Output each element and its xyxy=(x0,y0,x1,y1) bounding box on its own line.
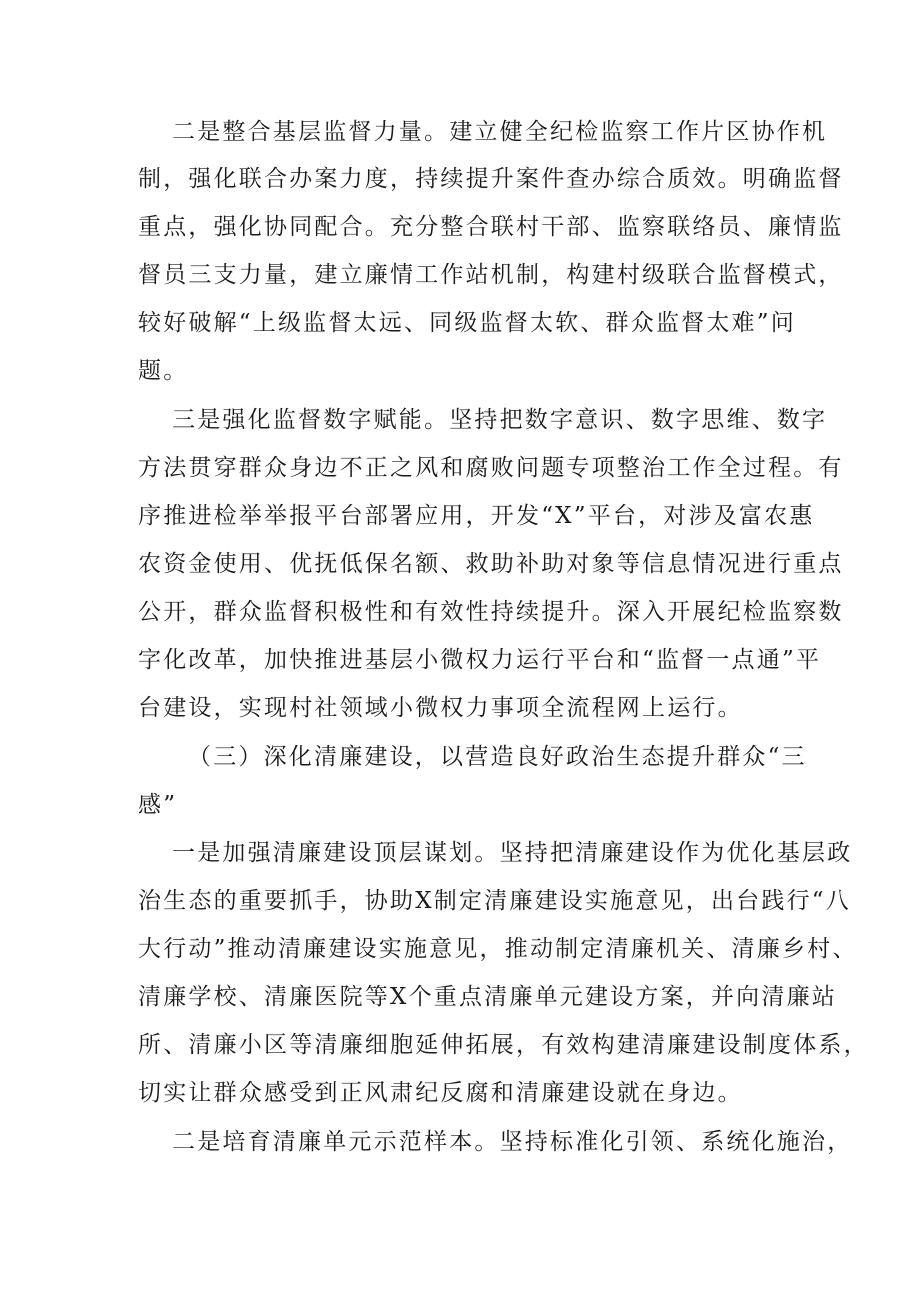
text-line: 公开，群众监督积极性和有效性持续提升。深入开展纪检监察数 xyxy=(138,599,844,625)
heading-line: （三）深化清廉建设，以营造良好政治生态提升群众“三 xyxy=(188,744,807,770)
text-line: 三是强化监督数字赋能。坚持把数字意识、数字思维、数字 xyxy=(172,407,828,433)
text-line: 台建设，实现村社领域小微权力事项全流程网上运行。 xyxy=(138,695,743,721)
text-line: 二是整合基层监督力量。建立健全纪检监察工作片区协作机 xyxy=(172,119,828,145)
text-line: 农资金使用、优抚低保名额、救助补助对象等信息情况进行重点 xyxy=(138,551,844,577)
text-line: 清廉学校、清廉医院等X个重点清廉单元建设方案，并向清廉站 xyxy=(138,984,837,1010)
text-line: 大行动”推动清廉建设实施意见，推动制定清廉机关、清廉乡村、 xyxy=(138,936,858,962)
text-line: 较好破解“上级监督太远、同级监督太软、群众监督太难”问 xyxy=(138,310,796,336)
text-line: 题。 xyxy=(138,358,189,384)
text-line: 督员三支力量，建立廉情工作站机制，构建村级联合监督模式， xyxy=(138,262,844,288)
text-line: 序推进检举举报平台部署应用，开发“X”平台，对涉及富农惠 xyxy=(138,503,815,529)
text-line: 所、清廉小区等清廉细胞延伸拓展，有效构建清廉建设制度体系， xyxy=(138,1032,869,1058)
text-line: 切实让群众感受到正风肃纪反腐和清廉建设就在身边。 xyxy=(138,1080,743,1106)
text-line: 二是培育清廉单元示范样本。坚持标准化引领、系统化施治， xyxy=(172,1129,853,1155)
text-line: 字化改革，加快推进基层小微权力运行平台和“监督一点通”平 xyxy=(138,647,822,673)
text-line: 制，强化联合办案力度，持续提升案件查办综合质效。明确监督 xyxy=(138,166,844,192)
text-line: 方法贯穿群众身边不正之风和腐败问题专项整治工作全过程。有 xyxy=(138,455,844,481)
text-line: 重点，强化协同配合。充分整合联村干部、监察联络员、廉情监 xyxy=(138,214,844,240)
heading-line: 感” xyxy=(138,792,178,818)
text-line: 治生态的重要抓手，协助X制定清廉建设实施意见，出台践行“八 xyxy=(138,888,851,914)
text-line: 一是加强清廉建设顶层谋划。坚持把清廉建设作为优化基层政 xyxy=(172,840,853,866)
